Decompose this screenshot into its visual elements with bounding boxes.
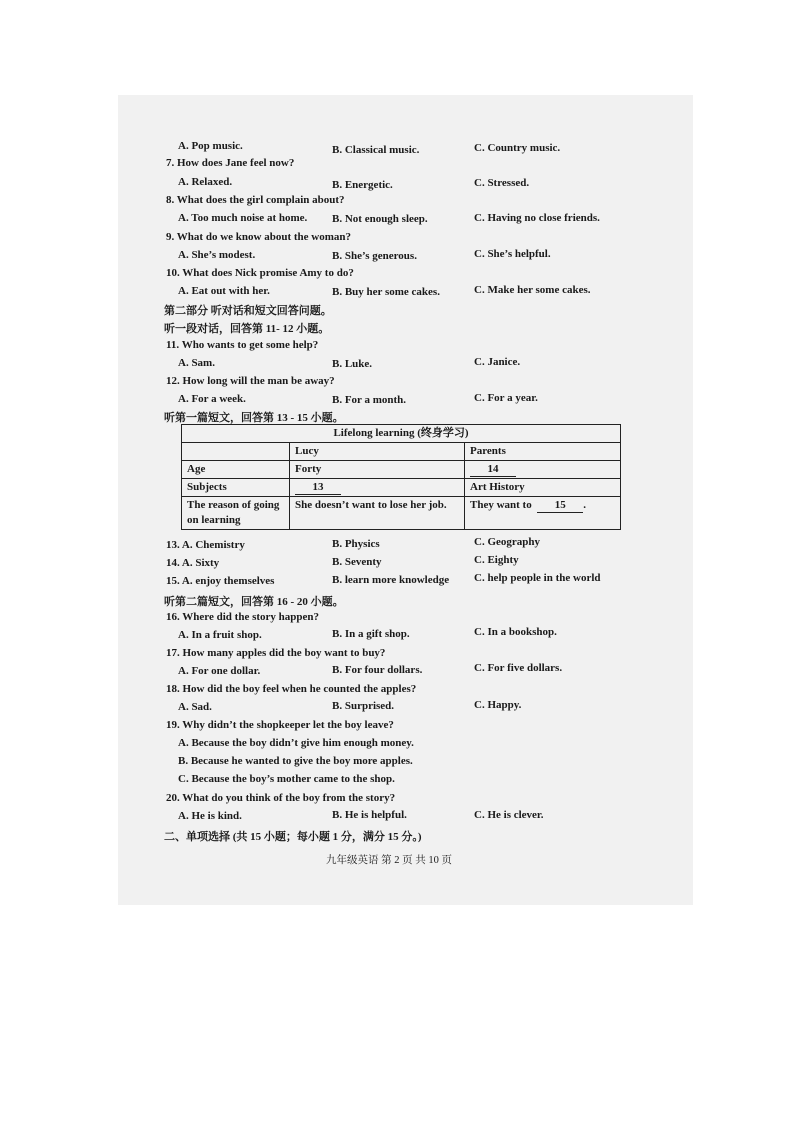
option: C. Happy.: [474, 699, 522, 711]
column-header-lucy: Lucy: [290, 443, 465, 461]
cell-reason-lucy: She doesn’t want to lose her job.: [290, 497, 465, 530]
option: 14. A. Sixty: [166, 557, 220, 569]
option: C. In a bookshop.: [474, 626, 557, 638]
question: 8. What does the girl complain about?: [166, 194, 345, 206]
option: B. He is helpful.: [332, 809, 407, 821]
option: C. Having no close friends.: [474, 212, 600, 224]
option: A. Sam.: [178, 357, 215, 369]
question: 9. What do we know about the woman?: [166, 231, 351, 243]
option: B. learn more knowledge: [332, 574, 450, 586]
row-label-subjects: Subjects: [182, 479, 290, 497]
question: 19. Why didn’t the shopkeeper let the boy leave?: [166, 719, 394, 731]
column-header-parents: Parents: [465, 443, 621, 461]
option: A. For a week.: [178, 393, 246, 405]
option: A. For one dollar.: [178, 665, 261, 677]
option: C. Country music.: [474, 142, 561, 154]
option: B. In a gift shop.: [332, 628, 410, 640]
option: B. Physics: [332, 538, 380, 550]
option: B. Not enough sleep.: [332, 213, 428, 225]
option: 13. A. Chemistry: [166, 539, 245, 551]
section-instruction: 听第二篇短文，回答第 16 - 20 小题。: [164, 596, 344, 608]
section-instruction: 听一段对话，回答第 11- 12 小题。: [164, 323, 330, 335]
row-label-reason: The reason of going on learning: [182, 497, 290, 530]
section-heading: 二、单项选择 (共 15 小题；每小题 1 分，满分 15 分。): [164, 831, 422, 843]
option: A. She’s modest.: [178, 249, 256, 261]
cell-age-lucy: Forty: [290, 461, 465, 479]
option: C. Geography: [474, 536, 540, 548]
option: A. Because the boy didn’t give him enough money.: [178, 737, 414, 749]
option: C. Eighty: [474, 554, 519, 566]
option: B. Seventy: [332, 556, 382, 568]
option: C. help people in the world: [474, 572, 601, 584]
option: C. For five dollars.: [474, 662, 563, 674]
option: A. He is kind.: [178, 810, 242, 822]
option: A. Eat out with her.: [178, 285, 270, 297]
option: A. Too much noise at home.: [178, 212, 308, 224]
option: B. For four dollars.: [332, 664, 423, 676]
blank-13: 13: [295, 481, 341, 495]
option: B. Surprised.: [332, 700, 395, 712]
question: 17. How many apples did the boy want to buy?: [166, 647, 386, 659]
option: B. Classical music.: [332, 144, 420, 156]
option: B. Because he wanted to give the boy more apples.: [178, 755, 413, 767]
section-instruction: 听第一篇短文，回答第 13 - 15 小题。: [164, 412, 344, 424]
blank-14: 14: [470, 463, 516, 477]
option: B. She’s generous.: [332, 250, 417, 262]
question: 16. Where did the story happen?: [166, 611, 320, 623]
table-title: Lifelong learning (终身学习): [182, 425, 621, 443]
option: C. Stressed.: [474, 177, 530, 189]
lifelong-learning-table: [181, 424, 621, 530]
question: 7. How does Jane feel now?: [166, 157, 295, 169]
option: A. Relaxed.: [178, 176, 233, 188]
row-label-age: Age: [182, 461, 290, 479]
reason-suffix: .: [583, 499, 586, 511]
option: 15. A. enjoy themselves: [166, 575, 275, 587]
option: B. For a month.: [332, 394, 407, 406]
option: C. He is clever.: [474, 809, 544, 821]
question: 12. How long will the man be away?: [166, 375, 335, 387]
reason-prefix: They want to: [470, 499, 532, 511]
option: A. Pop music.: [178, 140, 243, 152]
section-heading: 第二部分 听对话和短文回答问题。: [164, 305, 332, 317]
cell-subjects-parents: Art History: [465, 479, 621, 497]
blank-15: 15: [537, 499, 583, 513]
page-footer: 九年级英语 第 2 页 共 10 页: [326, 855, 452, 866]
option: C. Janice.: [474, 356, 521, 368]
option: C. Make her some cakes.: [474, 284, 591, 296]
question: 11. Who wants to get some help?: [166, 339, 319, 351]
option: C. She’s helpful.: [474, 248, 551, 260]
option: B. Luke.: [332, 358, 373, 370]
option: A. Sad.: [178, 701, 212, 713]
option: C. Because the boy’s mother came to the shop.: [178, 773, 395, 785]
option: A. In a fruit shop.: [178, 629, 262, 641]
question: 10. What does Nick promise Amy to do?: [166, 267, 354, 279]
option: B. Energetic.: [332, 179, 393, 191]
question: 18. How did the boy feel when he counted the apples?: [166, 683, 417, 695]
option: B. Buy her some cakes.: [332, 286, 440, 298]
option: C. For a year.: [474, 392, 538, 404]
question: 20. What do you think of the boy from the story?: [166, 792, 396, 804]
